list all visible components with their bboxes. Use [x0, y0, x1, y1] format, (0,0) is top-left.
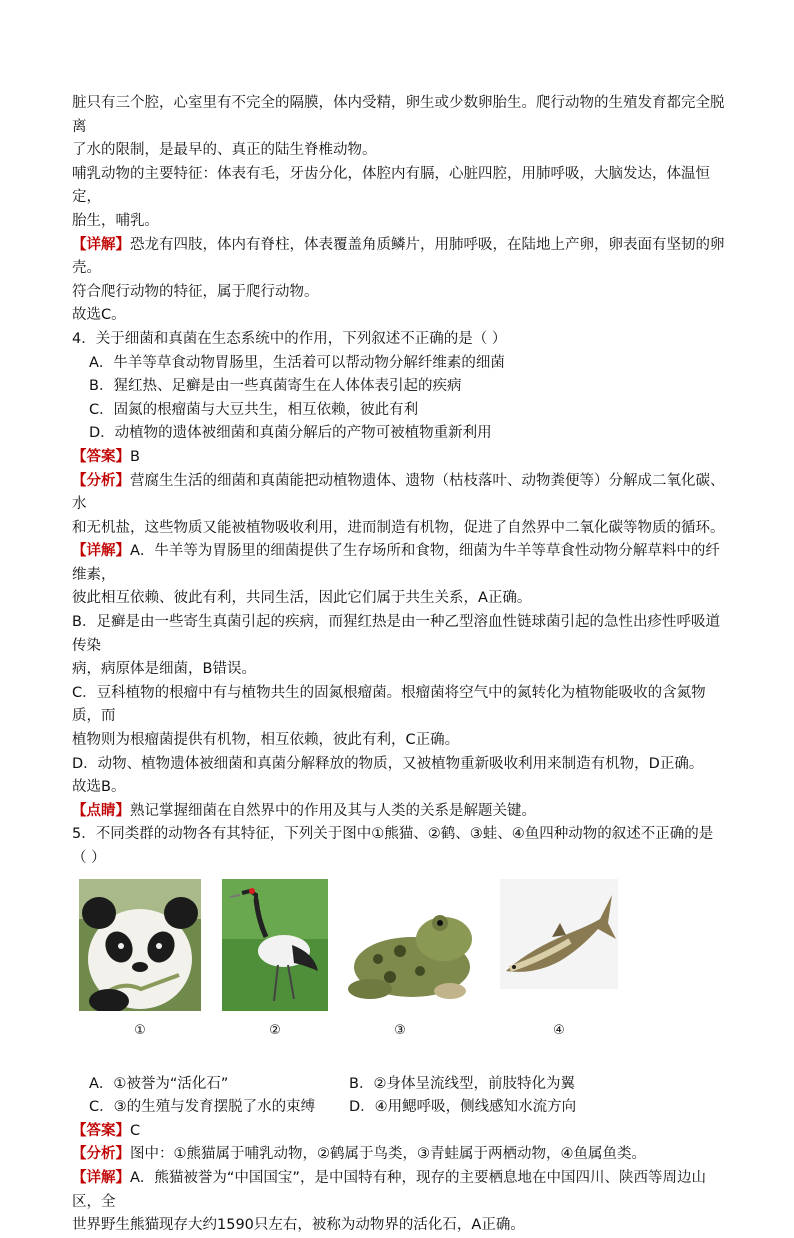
text-line: 和无机盐，这些物质又能被植物吸收利用，进而制造有机物，促进了自然界中二氧化碳等物质的循环。	[72, 519, 725, 536]
text-line: B．足癣是由一些寄生真菌引起的疾病，而猩红热是由一种乙型溶血性链球菌引起的急性出疹性呼吸道传染	[72, 614, 720, 654]
detail-tag: 【详解】	[72, 543, 130, 560]
text-line: 世界野生熊猫现存大约1590只左右，被称为动物界的活化石，A正确。	[72, 1217, 525, 1234]
q4-option-a: A．牛羊等草食动物胃肠里，生活着可以帮动物分解纤维素的细菌	[89, 354, 505, 371]
text-line: D．动物、植物遗体被细菌和真菌分解释放的物质，又被植物重新吸收利用来制造有机物，D正确。	[72, 755, 704, 772]
figure-number: ③	[394, 1022, 406, 1038]
q4-analysis	[72, 470, 728, 517]
text-line: 了水的限制，是最早的、真正的陆生脊椎动物。	[72, 142, 377, 159]
q4-answer	[72, 446, 728, 470]
analysis-tag: 【分析】	[72, 1146, 130, 1163]
point-text: 熟记掌握细菌在自然界中的作用及其与人类的关系是解题关键。	[130, 802, 536, 819]
q5-options-row-2	[72, 1096, 728, 1120]
q5-option-c: C．③的生殖与发育摆脱了水的束缚	[89, 1099, 316, 1116]
q4-option-d: D．动植物的遗体被细菌和真菌分解后的产物可被植物重新利用	[89, 425, 492, 442]
q5-option-a: A．①被誉为“活化石”	[89, 1075, 229, 1092]
q5-option-b: B．②身体呈流线型，前肢特化为翼	[349, 1075, 575, 1092]
answer-tag: 【答案】	[72, 448, 130, 465]
question-5-stem: 5．不同类群的动物各有其特征，下列关于图中①熊猫、②鹤、③蛙、④鱼四种动物的叙述不正确的是	[72, 826, 714, 843]
q5-detail	[72, 1167, 728, 1214]
document-page	[72, 92, 728, 1238]
q4-option-b: B．猩红热、足癣是由一些真菌寄生在人体体表引起的疾病	[89, 378, 462, 395]
detail-tag: 【详解】	[72, 1169, 130, 1186]
q5-option-d: D．④用鳃呼吸，侧线感知水流方向	[349, 1099, 577, 1116]
text-line: 彼此相互依赖、彼此有利，共同生活，因此它们属于共生关系，A正确。	[72, 590, 532, 607]
answer-value: B	[130, 448, 140, 465]
text-line: （ ）	[72, 850, 106, 866]
q5-analysis	[72, 1143, 728, 1167]
analysis-tag: 【分析】	[72, 472, 130, 489]
detail-text: A．牛羊等为胃肠里的细菌提供了生存场所和食物，细菌为牛羊等草食性动物分解草料中的纤维素，	[72, 543, 720, 583]
text-line: 故选B。	[72, 779, 126, 796]
q5-options-row-1	[72, 1073, 728, 1097]
text-line	[72, 234, 728, 281]
text-line: 植物则为根瘤菌提供有机物，相互依赖，彼此有利，C正确。	[72, 732, 460, 749]
text-line: 病，病原体是细菌，B错误。	[72, 661, 256, 678]
figure-number: ④	[553, 1022, 565, 1038]
text-line: 哺乳动物的主要特征：体表有毛，牙齿分化，体腔内有膈，心脏四腔，用肺呼吸，大脑发达，体温恒定，	[72, 165, 710, 206]
panda-image	[79, 879, 201, 1011]
text-line: 脏只有三个腔，心室里有不完全的隔膜，体内受精，卵生或少数卵胎生。爬行动物的生殖发育都完全脱离	[72, 95, 725, 135]
fish-image	[500, 879, 618, 989]
animal-figures	[72, 879, 728, 1069]
text-line: 符合爬行动物的特征，属于爬行动物。	[72, 283, 319, 300]
detail-text: 恐龙有四肢，体内有脊柱，体表覆盖角质鳞片，用肺呼吸，在陆地上产卵，卵表面有坚韧的卵壳。	[72, 236, 725, 277]
frog-image	[340, 879, 480, 1011]
answer-value: C	[130, 1122, 141, 1139]
q5-answer	[72, 1120, 728, 1144]
detail-tag: 【详解】	[72, 236, 130, 253]
point-tag: 【点睛】	[72, 802, 130, 819]
q4-option-c: C．固氮的根瘤菌与大豆共生，相互依赖，彼此有利	[89, 401, 419, 418]
q4-detail	[72, 540, 728, 587]
text-line: 故选C。	[72, 307, 126, 324]
text-line: 胎生，哺乳。	[72, 212, 159, 229]
figure-number: ②	[269, 1022, 281, 1038]
q4-point	[72, 800, 728, 824]
question-4-stem: 4．关于细菌和真菌在生态系统中的作用，下列叙述不正确的是（ ）	[72, 330, 507, 347]
figure-number: ①	[134, 1022, 146, 1038]
text-line: C．豆科植物的根瘤中有与植物共生的固氮根瘤菌。根瘤菌将空气中的氮转化为植物能吸收的含氮物质，而	[72, 684, 706, 725]
analysis-text: 图中：①熊猫属于哺乳动物，②鹤属于鸟类，③青蛙属于两栖动物，④鱼属鱼类。	[130, 1146, 646, 1163]
detail-text: A．熊猫被誉为“中国国宝”，是中国特有种，现存的主要栖息地在中国四川、陕西等周边山区，全	[72, 1169, 706, 1210]
crane-image	[222, 879, 328, 1011]
analysis-text: 营腐生生活的细菌和真菌能把动植物遗体、遗物（枯枝落叶、动物粪便等）分解成二氧化碳、水	[72, 472, 725, 513]
answer-tag: 【答案】	[72, 1122, 130, 1139]
